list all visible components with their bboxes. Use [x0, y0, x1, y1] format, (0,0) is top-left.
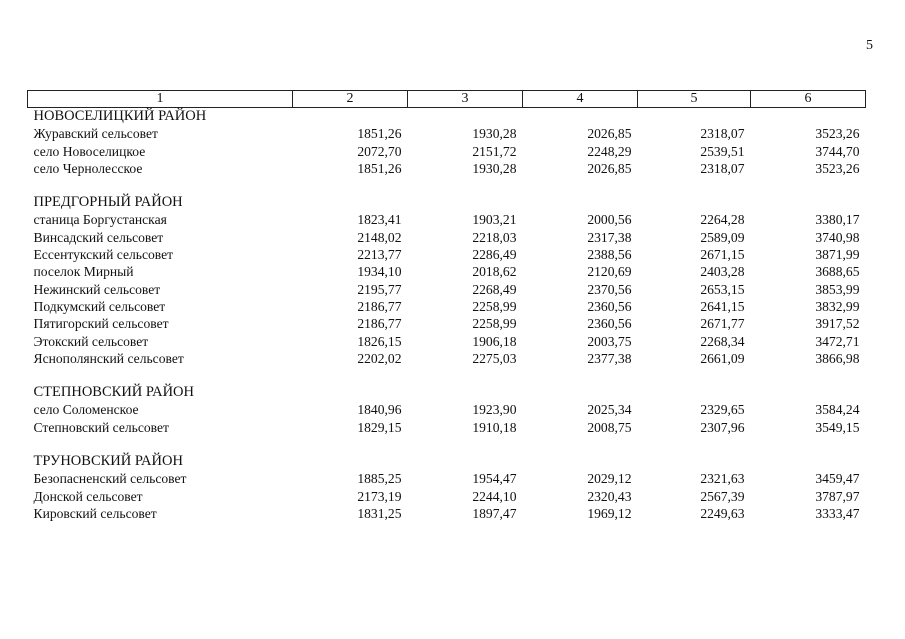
settlement-name: поселок Мирный — [33, 264, 134, 280]
value-cell: 2151,72 — [472, 143, 517, 159]
value-cell: 3871,99 — [815, 247, 860, 263]
value-cell: 2567,39 — [700, 488, 745, 504]
value-cell: 2186,77 — [357, 316, 402, 332]
value-cell: 2008,75 — [587, 419, 632, 435]
value-cell: 2202,02 — [357, 350, 402, 366]
value-cell: 2329,65 — [700, 402, 745, 418]
section-spacer — [28, 436, 866, 453]
value-cell: 2370,56 — [587, 281, 632, 297]
spacer-cell — [28, 367, 866, 384]
value-cell: 3688,65 — [815, 264, 860, 280]
value-cell: 1903,21 — [472, 212, 517, 228]
district-title: ТРУНОВСКИЙ РАЙОН — [33, 453, 183, 470]
value-cell: 1851,26 — [357, 126, 402, 142]
table-row — [28, 298, 866, 315]
value-cell: 2258,99 — [472, 316, 517, 332]
value-cell: 2388,56 — [587, 247, 632, 263]
settlement-name: Ессентукский сельсовет — [33, 247, 174, 263]
settlement-name: село Чернолесское — [33, 160, 143, 176]
district-heading-row — [28, 194, 866, 211]
value-cell: 2275,03 — [472, 350, 517, 366]
table-row — [28, 246, 866, 263]
value-cell: 2286,49 — [472, 247, 517, 263]
value-cell: 2249,63 — [700, 505, 745, 521]
value-cell: 2589,09 — [700, 229, 745, 245]
table-body — [28, 108, 866, 523]
section-spacer — [28, 177, 866, 194]
settlement-name: станица Боргустанская — [33, 212, 167, 228]
value-cell: 2248,29 — [587, 143, 632, 159]
table-row — [28, 143, 866, 160]
table-row — [28, 281, 866, 298]
value-cell: 2029,12 — [587, 471, 632, 487]
value-cell: 1906,18 — [472, 333, 517, 349]
district-heading-row — [28, 384, 866, 401]
table-header — [28, 91, 866, 108]
value-cell: 2026,85 — [587, 126, 632, 142]
value-cell: 1851,26 — [357, 160, 402, 176]
value-cell: 2403,28 — [700, 264, 745, 280]
table-row — [28, 470, 866, 487]
value-cell: 2661,09 — [700, 350, 745, 366]
table-row — [28, 333, 866, 350]
value-cell: 3333,47 — [815, 505, 860, 521]
value-cell: 1930,28 — [472, 160, 517, 176]
table-row — [28, 350, 866, 367]
table-row — [28, 160, 866, 177]
tariff-table — [27, 90, 866, 522]
table-row — [28, 125, 866, 142]
district-title: НОВОСЕЛИЦКИЙ РАЙОН — [33, 108, 207, 124]
district-heading-row — [28, 108, 866, 126]
value-cell: 2186,77 — [357, 298, 402, 314]
value-cell: 2377,38 — [587, 350, 632, 366]
value-cell: 2360,56 — [587, 298, 632, 314]
table-row — [28, 488, 866, 505]
settlement-name: Степновский сельсовет — [33, 419, 169, 435]
spacer-cell — [28, 177, 866, 194]
value-cell: 1829,15 — [357, 419, 402, 435]
district-title: ПРЕДГОРНЫЙ РАЙОН — [33, 194, 183, 211]
value-cell: 2318,07 — [700, 126, 745, 142]
value-cell: 2258,99 — [472, 298, 517, 314]
value-cell: 2268,34 — [700, 333, 745, 349]
value-cell: 2213,77 — [357, 247, 402, 263]
value-cell: 2671,77 — [700, 316, 745, 332]
settlement-name: Подкумский сельсовет — [33, 298, 166, 314]
value-cell: 3740,98 — [815, 229, 860, 245]
value-cell: 3866,98 — [815, 350, 860, 366]
settlement-name: Пятигорский сельсовет — [33, 316, 169, 332]
value-cell: 2321,63 — [700, 471, 745, 487]
value-cell: 1969,12 — [587, 505, 632, 521]
value-cell: 3459,47 — [815, 471, 860, 487]
table-row — [28, 229, 866, 246]
value-cell: 2320,43 — [587, 488, 632, 504]
value-cell: 1831,25 — [357, 505, 402, 521]
value-cell: 2268,49 — [472, 281, 517, 297]
value-cell: 2195,77 — [357, 281, 402, 297]
value-cell: 1934,10 — [357, 264, 402, 280]
value-cell: 2000,56 — [587, 212, 632, 228]
value-cell: 2218,03 — [472, 229, 517, 245]
value-cell: 2072,70 — [357, 143, 402, 159]
value-cell: 3380,17 — [815, 212, 860, 228]
value-cell: 3853,99 — [815, 281, 860, 297]
table-row — [28, 419, 866, 436]
value-cell: 1885,25 — [357, 471, 402, 487]
value-cell: 2173,19 — [357, 488, 402, 504]
value-cell: 2120,69 — [587, 264, 632, 280]
value-cell: 2641,15 — [700, 298, 745, 314]
value-cell: 1840,96 — [357, 402, 402, 418]
value-cell: 3787,97 — [815, 488, 860, 504]
value-cell: 2264,28 — [700, 212, 745, 228]
value-cell: 2317,38 — [587, 229, 632, 245]
value-cell: 2318,07 — [700, 160, 745, 176]
value-cell: 2307,96 — [700, 419, 745, 435]
value-cell: 3523,26 — [815, 160, 860, 176]
settlement-name: Яснополянский сельсовет — [33, 350, 184, 366]
value-cell: 1930,28 — [472, 126, 517, 142]
value-cell: 2360,56 — [587, 316, 632, 332]
column-header: 1 — [28, 91, 293, 108]
value-cell: 3523,26 — [815, 126, 860, 142]
table-row — [28, 401, 866, 418]
settlement-name: Нежинский сельсовет — [33, 281, 161, 297]
value-cell: 3549,15 — [815, 419, 860, 435]
value-cell: 2003,75 — [587, 333, 632, 349]
value-cell: 2671,15 — [700, 247, 745, 263]
settlement-name: Журавский сельсовет — [33, 126, 158, 142]
settlement-name: Винсадский сельсовет — [33, 229, 164, 245]
value-cell: 3917,52 — [815, 316, 860, 332]
value-cell: 1954,47 — [472, 471, 517, 487]
table-row — [28, 505, 866, 522]
value-cell: 3584,24 — [815, 402, 860, 418]
value-cell: 1826,15 — [357, 333, 402, 349]
column-header: 6 — [751, 91, 866, 108]
settlement-name: Безопасненский сельсовет — [33, 471, 187, 487]
column-header: 5 — [638, 91, 751, 108]
settlement-name: Кировский сельсовет — [33, 505, 157, 521]
settlement-name: село Соломенское — [33, 402, 139, 418]
value-cell: 3832,99 — [815, 298, 860, 314]
district-heading-row — [28, 453, 866, 470]
value-cell: 2025,34 — [587, 402, 632, 418]
value-cell: 1897,47 — [472, 505, 517, 521]
section-spacer — [28, 367, 866, 384]
settlement-name: село Новоселицкое — [33, 143, 146, 159]
spacer-cell — [28, 436, 866, 453]
column-header: 2 — [293, 91, 408, 108]
value-cell: 2018,62 — [472, 264, 517, 280]
column-header: 3 — [408, 91, 523, 108]
value-cell: 3744,70 — [815, 143, 860, 159]
table-row — [28, 315, 866, 332]
value-cell: 2539,51 — [700, 143, 745, 159]
value-cell: 2244,10 — [472, 488, 517, 504]
table-row — [28, 263, 866, 280]
page-number: 5 — [866, 38, 873, 53]
value-cell: 1910,18 — [472, 419, 517, 435]
district-title: СТЕПНОВСКИЙ РАЙОН — [33, 384, 194, 401]
value-cell: 1823,41 — [357, 212, 402, 228]
table-row — [28, 211, 866, 228]
column-header: 4 — [523, 91, 638, 108]
settlement-name: Донской сельсовет — [33, 488, 143, 504]
value-cell: 2026,85 — [587, 160, 632, 176]
value-cell: 2148,02 — [357, 229, 402, 245]
value-cell: 3472,71 — [815, 333, 860, 349]
settlement-name: Этокский сельсовет — [33, 333, 149, 349]
column-number-row — [28, 91, 866, 108]
value-cell: 2653,15 — [700, 281, 745, 297]
value-cell: 1923,90 — [472, 402, 517, 418]
